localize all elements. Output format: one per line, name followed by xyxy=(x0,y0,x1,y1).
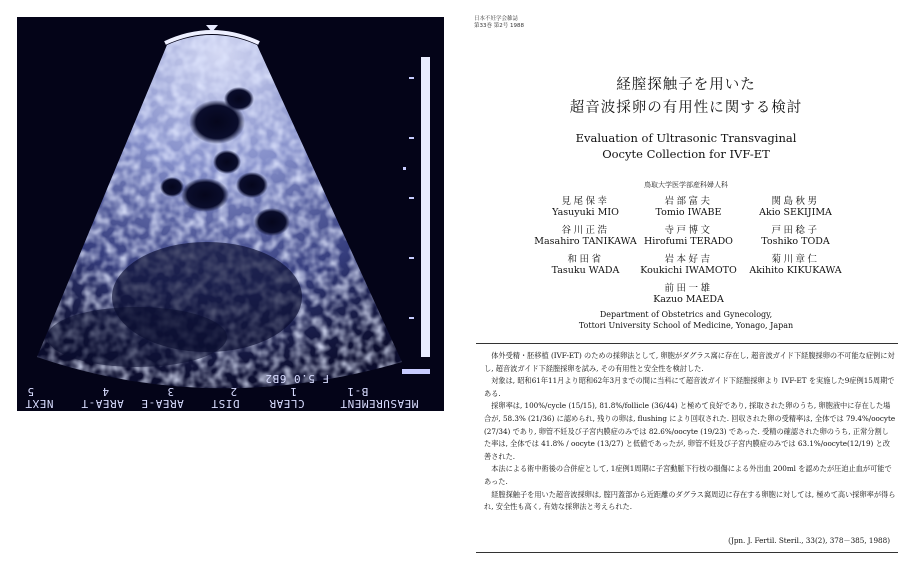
affiliation-line-1: Department of Obstetrics and Gynecology, xyxy=(599,310,773,319)
abstract-paragraph: 本法による術中術後の合併症として, 1症例1周期に子宮動脈下行枝の損傷による外出血 200ml を認めたが圧迫止血が可能であった. xyxy=(484,464,892,486)
abstract-paragraph: 体外受精・胚移植 (IVF-ET) のための採卵法として, 卵胞がダグラス窩に存在し, 超音波ガイド下経腹採卵の不可能な症例に対し, 超音波ガイド下経膣採卵を試み, その有用性と安全性を検討した. xyxy=(484,351,895,373)
menu-label: MEASUREMENT xyxy=(340,397,419,410)
affiliation-line-2: Tottori University School of Medicine, Yonago, Japan xyxy=(578,321,794,330)
follicle xyxy=(213,150,241,174)
citation: (Jpn. J. Fertil. Steril., 33(2), 378－385, 1988) xyxy=(728,536,890,545)
abstract-paragraph: 採卵率は, 100%/cycle (15/15), 81.8%/follicle (36/44) と極めて良好であり, 採取された卵のうち, 卵胞液中に存在した場合が, 58.3% (21/36) に認められ, 残りの卵は, flushing により回収された. 回収された卵の受精率は, 全体では 79.4%/oocyte (27/34) であり, 卵管不妊及び子宮内膜症のみでは 82.6%/oocyte (19/23) であった. 受精の確認された卵のうち, 正常分割した率は, 全体では 41.8% / oocyte (13/27) と低値であったが, 卵管不妊及び子宮内膜症のみでは 63.1%/oocyte(12/19) と改善された. xyxy=(484,401,896,461)
menu-number: 5 xyxy=(27,385,35,398)
menu-number: B-1 xyxy=(347,385,369,398)
abstract-bottom-rule xyxy=(476,552,898,553)
follicle xyxy=(181,178,229,212)
author-en: Hirofumi TERADO xyxy=(644,236,733,247)
ultrasound-scan xyxy=(17,17,444,411)
abstract-jp xyxy=(484,350,896,514)
title-jp-line-1: 経膣探触子を用いた xyxy=(616,77,756,93)
author-jp: 前田一雄 xyxy=(664,283,713,294)
author-en: Koukichi IWAMOTO xyxy=(640,265,737,276)
follicle xyxy=(254,208,290,236)
author-en: Kazuo MAEDA xyxy=(653,294,724,305)
menu-label: NEXT xyxy=(25,397,54,410)
follicle xyxy=(160,177,184,197)
title-jp-line-2: 超音波採卵の有用性に関する検討 xyxy=(569,100,803,116)
author-jp: 関島秋男 xyxy=(771,196,820,207)
affiliation xyxy=(466,309,906,331)
journal-header xyxy=(474,16,524,30)
title-en-line-2: Oocyte Collection for IVF-ET xyxy=(602,147,770,161)
menu-number: 1 xyxy=(290,385,298,398)
author-jp: 菊川章仁 xyxy=(771,254,820,265)
gray-scale-bar xyxy=(421,57,430,357)
follicle xyxy=(224,87,254,111)
author-jp: 寺戸博文 xyxy=(664,225,713,236)
title-en-line-1: Evaluation of Ultrasonic Transvaginal xyxy=(575,131,797,145)
author-jp: 谷川正浩 xyxy=(561,225,610,236)
author-jp: 戸田稔子 xyxy=(771,225,820,236)
abstract-top-rule xyxy=(476,343,898,344)
author-en: Toshiko TODA xyxy=(761,236,830,247)
menu-label: AREA-E xyxy=(141,397,184,410)
scale-marker xyxy=(402,369,430,374)
author-en: Yasuyuki MIO xyxy=(552,207,619,218)
journal-name: 日本不妊学会雑誌 xyxy=(474,16,519,22)
author-en: Masahiro TANIKAWA xyxy=(534,236,637,247)
author-en: Akio SEKIJIMA xyxy=(759,207,832,218)
department-jp: 鳥取大学医学部産科婦人科 xyxy=(644,181,728,189)
menu-label: AREA-T xyxy=(81,397,124,410)
author-en: Tasuku WADA xyxy=(551,265,620,276)
author-jp: 見尾保幸 xyxy=(561,196,610,207)
menu-number: 3 xyxy=(167,385,175,398)
author-jp: 岩本好吉 xyxy=(664,254,713,265)
frame-label: F 5.0 6B2 xyxy=(265,372,330,385)
abstract-paragraph: 対象は, 昭和61年11月より昭和62年3月までの間に当科にて超音波ガイド下経膣採卵より IVF-ET を実施した9症例15周期である. xyxy=(484,376,895,398)
author-en: Tomio IWABE xyxy=(655,207,722,218)
menu-number: 4 xyxy=(102,385,110,398)
journal-issue: 第33巻 第2号 1988 xyxy=(474,23,524,29)
ultrasound-image xyxy=(17,17,444,411)
menu-label: DIST xyxy=(211,397,240,410)
follicle xyxy=(236,172,268,198)
paper-page xyxy=(466,10,906,575)
abstract-paragraph: 経膣探触子を用いた超音波採卵は, 腟円蓋部から近距離のダグラス窩周辺に存在する卵胞に対しては, 極めて高い採卵率が得られ, 安全性も高く, 有効な採卵法と考えられた. xyxy=(484,489,896,512)
menu-number: 2 xyxy=(230,385,238,398)
author-jp: 和田省 xyxy=(567,254,604,265)
menu-label: CLEAR xyxy=(269,397,305,410)
author-jp: 岩部富夫 xyxy=(664,196,713,207)
author-en: Akihito KIKUKAWA xyxy=(749,265,842,276)
depth-ticks xyxy=(403,77,414,319)
